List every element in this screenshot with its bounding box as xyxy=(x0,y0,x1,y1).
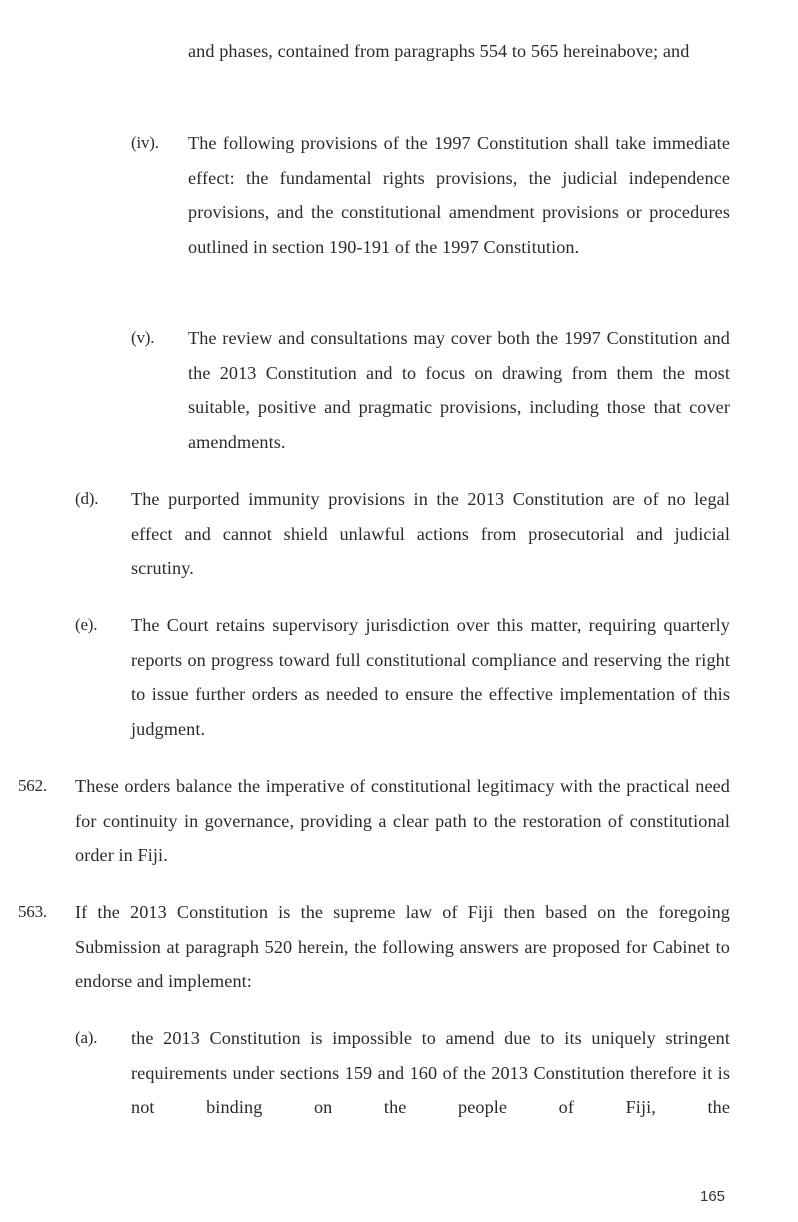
sub-item-iv xyxy=(0,126,798,301)
item-label: (v). xyxy=(131,328,155,347)
item-a xyxy=(0,1021,798,1126)
item-text: The review and consultations may cover both the 1997 Constitution and the 2013 Constitution and to focus on drawing from them the most suitable, positive and pragmatic provisions, including those that cover amendments. xyxy=(188,328,730,452)
item-label: (iv). xyxy=(131,133,159,152)
continuation-paragraph xyxy=(0,34,798,104)
paragraph-number: 563. xyxy=(18,902,47,921)
paragraph-text: If the 2013 Constitution is the supreme law of Fiji then based on the foregoing Submission at paragraph 520 herein, the following answers are proposed for Cabinet to endorse and implement: xyxy=(75,902,730,991)
paragraph-563 xyxy=(0,895,798,1000)
item-label: (e). xyxy=(75,615,98,634)
item-text: The following provisions of the 1997 Constitution shall take immediate effect: the fundamental rights provisions, the judicial independence provisions, and the constitutional amendment provisions or procedures outlined in section 190-191 of the 1997 Constitution. xyxy=(188,133,730,257)
paragraph-number: 562. xyxy=(18,776,47,795)
page-number: 165 xyxy=(700,1188,726,1205)
item-d xyxy=(0,482,798,587)
item-label: (a). xyxy=(75,1028,98,1047)
paragraph-text: These orders balance the imperative of constitutional legitimacy with the practical need for continuity in governance, providing a clear path to the restoration of constitutional order in Fiji. xyxy=(75,776,730,865)
item-text: The purported immunity provisions in the 2013 Constitution are of no legal effect and cannot shield unlawful actions from prosecutorial and judicial scrutiny. xyxy=(131,489,730,578)
paragraph-562 xyxy=(0,769,798,874)
sub-item-v xyxy=(0,321,798,461)
item-text: The Court retains supervisory jurisdiction over this matter, requiring quarterly reports on progress toward full constitutional compliance and reserving the right to issue further orders as needed to ensure the effective implementation of this judgment. xyxy=(131,615,730,739)
item-e xyxy=(0,608,798,748)
item-label: (d). xyxy=(75,489,99,508)
paragraph-text: and phases, contained from paragraphs 554 to 565 hereinabove; and xyxy=(188,41,690,61)
item-text: the 2013 Constitution is impossible to amend due to its uniquely stringent requirements under sections 159 and 160 of the 2013 Constitution therefore it is not binding on the people of Fiji, the xyxy=(131,1028,730,1117)
